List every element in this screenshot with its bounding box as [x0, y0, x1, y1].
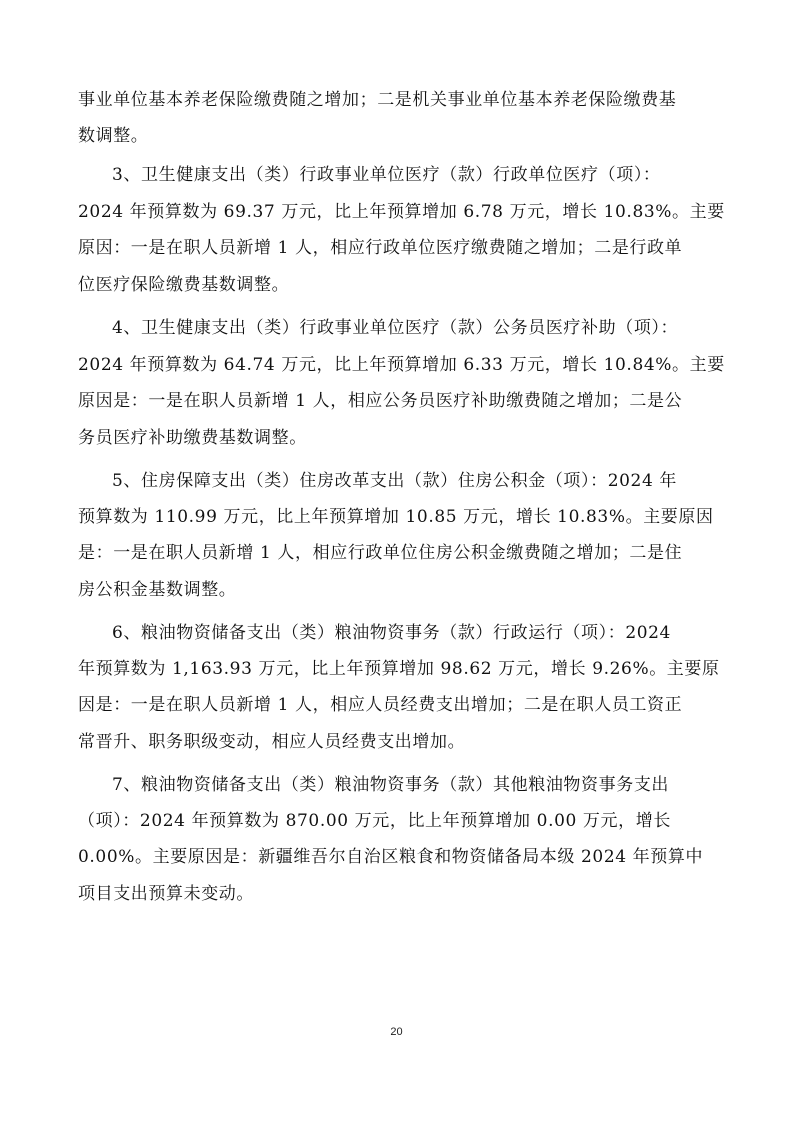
paragraph-line: 事业单位基本养老保险缴费随之增加；二是机关事业单位基本养老保险缴费基 — [78, 90, 677, 110]
paragraph-line: 项目支出预算未变动。 — [78, 884, 254, 904]
paragraph-line: 预算数为 110.99 万元，比上年预算增加 10.85 万元，增长 10.83%。主要原因 — [78, 507, 714, 527]
paragraph-line: 房公积金基数调整。 — [78, 580, 237, 600]
paragraph-line: 6、粮油物资储备支出（类）粮油物资事务（款）行政运行（项）：2024 — [112, 623, 671, 643]
paragraph-line: 常晋升、职务职级变动，相应人员经费支出增加。 — [78, 732, 466, 752]
paragraph-line: 因是：一是在职人员新增 1 人，相应人员经费支出增加；二是在职人员工资正 — [78, 695, 683, 715]
paragraph-line: 原因：一是在职人员新增 1 人，相应行政单位医疗缴费随之增加；二是行政单 — [78, 238, 683, 258]
paragraph-line: 4、卫生健康支出（类）行政事业单位医疗（款）公务员医疗补助（项）： — [112, 318, 679, 338]
paragraph-line: 5、住房保障支出（类）住房改革支出（款）住房公积金（项）：2024 年 — [112, 471, 677, 491]
paragraph-line: 2024 年预算数为 64.74 万元，比上年预算增加 6.33 万元，增长 10.84%。主要 — [78, 355, 725, 375]
paragraph-line: 2024 年预算数为 69.37 万元，比上年预算增加 6.78 万元，增长 10.83%。主要 — [78, 202, 725, 222]
paragraph-line: 7、粮油物资储备支出（类）粮油物资事务（款）其他粮油物资事务支出 — [112, 775, 670, 795]
paragraph-line: 年预算数为 1,163.93 万元，比上年预算增加 98.62 万元，增长 9.26%。主要原 — [78, 659, 720, 679]
paragraph-line: 原因是：一是在职人员新增 1 人，相应公务员医疗补助缴费随之增加；二是公 — [78, 391, 683, 411]
paragraph-line: 数调整。 — [78, 126, 149, 146]
page-number: 20 — [390, 1026, 403, 1038]
paragraph-line: 是：一是在职人员新增 1 人，相应行政单位住房公积金缴费随之增加；二是住 — [78, 543, 683, 563]
paragraph-line: （项）：2024 年预算数为 870.00 万元，比上年预算增加 0.00 万元，增长 — [78, 811, 671, 831]
paragraph-line: 0.00%。主要原因是：新疆维吾尔自治区粮食和物资储备局本级 2024 年预算中 — [78, 847, 704, 867]
paragraph-line: 3、卫生健康支出（类）行政事业单位医疗（款）行政单位医疗（项）： — [112, 165, 661, 185]
paragraph-line: 务员医疗补助缴费基数调整。 — [78, 428, 307, 448]
paragraph-line: 位医疗保险缴费基数调整。 — [78, 275, 290, 295]
